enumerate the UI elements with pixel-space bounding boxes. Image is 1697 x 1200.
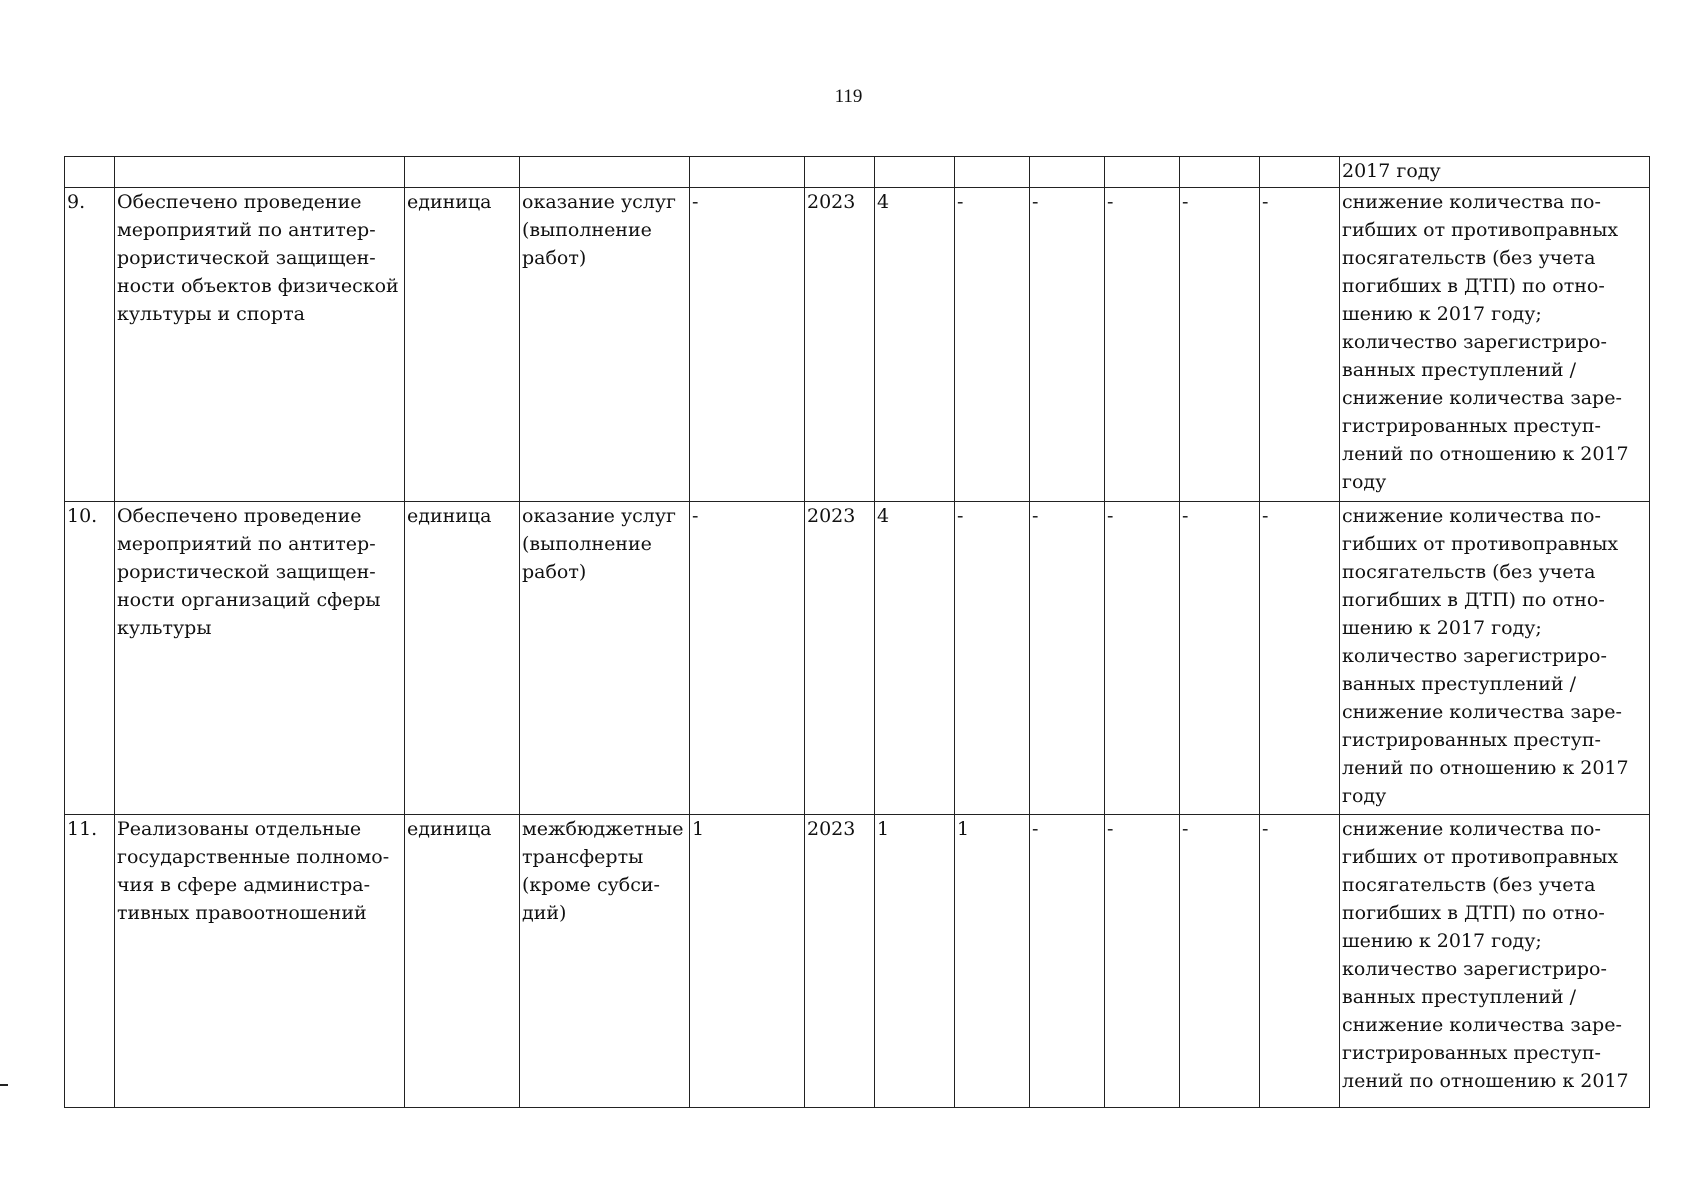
row-name: Обеспечено проведение мероприятий по антитер-рористической защищен-ности объектов физической культуры и спорта bbox=[115, 188, 405, 501]
table-cell bbox=[1180, 157, 1260, 188]
row-base-value: 1 bbox=[690, 814, 805, 1107]
page-number: 119 bbox=[834, 86, 863, 107]
table-cell bbox=[405, 157, 520, 188]
row-value-5: - bbox=[1180, 814, 1260, 1107]
row-number: 10. bbox=[65, 501, 115, 814]
row-value-6: - bbox=[1260, 814, 1340, 1107]
row-name: Обеспечено проведение мероприятий по антитер-рористической защищен-ности организаций сферы культуры bbox=[115, 501, 405, 814]
row-value-5: - bbox=[1180, 188, 1260, 501]
result-cell: 2017 году bbox=[1340, 157, 1650, 188]
row-value-1: 4 bbox=[875, 188, 955, 501]
row-base-value: - bbox=[690, 188, 805, 501]
table-cell bbox=[690, 157, 805, 188]
row-value-6: - bbox=[1260, 501, 1340, 814]
row-value-6: - bbox=[1260, 188, 1340, 501]
row-number: 9. bbox=[65, 188, 115, 501]
table-cell bbox=[1260, 157, 1340, 188]
table-cell bbox=[115, 157, 405, 188]
row-unit: единица bbox=[405, 501, 520, 814]
table-row bbox=[65, 501, 1650, 814]
row-result: снижение количества по-гибших от противоправных посягательств (без учета погибших в ДТП) по отно-шению к 2017 году; количество зарегистриро-ванных преступлений / снижение количества заре-гистрированных преступ-лений по отношению к 2017 году bbox=[1340, 188, 1650, 501]
row-type: оказание услуг (выполнение работ) bbox=[520, 501, 690, 814]
row-year: 2023 bbox=[805, 501, 875, 814]
table-cell bbox=[955, 157, 1030, 188]
row-unit: единица bbox=[405, 188, 520, 501]
row-unit: единица bbox=[405, 814, 520, 1107]
table-row bbox=[65, 188, 1650, 501]
row-value-2: - bbox=[955, 501, 1030, 814]
row-type: оказание услуг (выполнение работ) bbox=[520, 188, 690, 501]
table-row bbox=[65, 157, 1650, 188]
row-value-3: - bbox=[1030, 814, 1105, 1107]
row-name: Реализованы отдельные государственные полномо-чия в сфере администра-тивных правоотношений bbox=[115, 814, 405, 1107]
row-value-3: - bbox=[1030, 188, 1105, 501]
table-cell bbox=[1030, 157, 1105, 188]
table-cell bbox=[1105, 157, 1180, 188]
table-cell bbox=[65, 157, 115, 188]
row-number: 11. bbox=[65, 814, 115, 1107]
row-value-2: 1 bbox=[955, 814, 1030, 1107]
margin-mark bbox=[0, 1084, 8, 1086]
row-year: 2023 bbox=[805, 814, 875, 1107]
row-value-4: - bbox=[1105, 188, 1180, 501]
row-value-4: - bbox=[1105, 501, 1180, 814]
row-year: 2023 bbox=[805, 188, 875, 501]
table-row bbox=[65, 814, 1650, 1107]
table-cell bbox=[805, 157, 875, 188]
row-base-value: - bbox=[690, 501, 805, 814]
row-result: снижение количества по-гибших от противоправных посягательств (без учета погибших в ДТП) по отно-шению к 2017 году; количество зарегистриро-ванных преступлений / снижение количества заре-гистрированных преступ-лений по отношению к 2017 году bbox=[1340, 501, 1650, 814]
indicators-table bbox=[64, 156, 1650, 1108]
table-cell bbox=[875, 157, 955, 188]
row-value-5: - bbox=[1180, 501, 1260, 814]
row-value-1: 4 bbox=[875, 501, 955, 814]
table-cell bbox=[520, 157, 690, 188]
row-value-3: - bbox=[1030, 501, 1105, 814]
row-result: снижение количества по-гибших от противоправных посягательств (без учета погибших в ДТП) по отно-шению к 2017 году; количество зарегистриро-ванных преступлений / снижение количества заре-гистрированных преступ-лений по отношению к 2017 bbox=[1340, 814, 1650, 1107]
row-value-1: 1 bbox=[875, 814, 955, 1107]
row-value-4: - bbox=[1105, 814, 1180, 1107]
row-type: межбюджетные трансферты (кроме субси-дий) bbox=[520, 814, 690, 1107]
row-value-2: - bbox=[955, 188, 1030, 501]
